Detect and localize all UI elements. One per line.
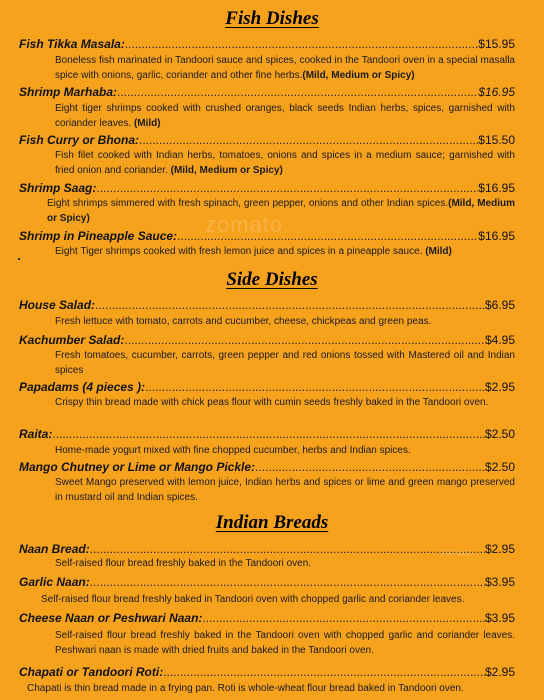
leader-dots	[90, 542, 485, 556]
item-description: Boneless fish marinated in Tandoori sauce and spices, cooked in the Tandoori oven in a special masalla spice with onions, garlic, coriander and other fine herbs.(Mild, Medium or Spicy)	[55, 55, 515, 81]
item-name: Kachumber Salad:	[19, 333, 125, 347]
leader-dots	[163, 665, 485, 679]
leader-dots	[177, 229, 478, 243]
menu-item-mango-chutney	[19, 458, 515, 474]
menu-item-naan-bread	[19, 540, 515, 556]
item-name: House Salad:	[19, 298, 96, 312]
menu-item-papadams	[19, 378, 515, 394]
item-description: Self-raised flour bread freshly baked in the Tandoori oven with chopped garlic and coriander leaves. Peshwari naan is made with dried fruits and baked in the Tandoori oven.	[55, 630, 515, 656]
item-description: Sweet Mango preserved with lemon juice, Indian herbs and spices or lime and green mango preserved in mustard oil and Indian spices.	[55, 477, 515, 503]
item-name: Naan Bread:	[19, 542, 90, 556]
item-name: Fish Curry or Bhona:	[19, 133, 140, 147]
menu-item-shrimp-marhaba	[19, 83, 515, 99]
menu-item-fish-tikka-masala	[19, 35, 515, 51]
leader-dots	[52, 427, 485, 441]
item-description: Self-raised flour bread freshly baked in the Tandoori oven.	[55, 558, 312, 569]
item-name: Cheese Naan or Peshwari Naan:	[19, 611, 203, 625]
item-description: Eight shrimps simmered with fresh spinach, green pepper, onions and other Indian spices.(Mild, Medium or Spicy)	[47, 198, 515, 224]
item-description: Fresh tomatoes, cucumber, carrots, green pepper and red onions tossed with Mastered oil and Indian spices	[55, 350, 515, 376]
item-description: Fish filet cooked with Indian herbs, tomatoes, onions and spices in a medium sauce; garnished with fried onion and coriander. (Mild, Medium or Spicy)	[55, 150, 515, 176]
menu-item-shrimp-in-pineapple-sauce	[19, 227, 515, 243]
item-name: Fish Tikka Masala:	[19, 37, 125, 51]
leader-dots	[124, 333, 485, 347]
menu-item-shrimp-saag	[19, 179, 515, 195]
item-description: Fresh lettuce with tomato, carrots and cucumber, cheese, chickpeas and green peas.	[55, 316, 432, 327]
leader-dots	[125, 37, 478, 51]
item-name: Mango Chutney or Lime or Mango Pickle:	[19, 460, 256, 474]
item-price: $2.95	[484, 380, 515, 394]
item-price: $2.50	[484, 427, 515, 441]
item-name: Papadams (4 pieces ):	[19, 380, 146, 394]
item-name: Chapati or Tandoori Roti:	[19, 665, 164, 679]
item-name: Shrimp in Pineapple Sauce:	[19, 229, 178, 243]
leader-dots	[95, 298, 485, 312]
menu-item-chapati-or-tandoori-roti	[19, 663, 515, 679]
menu-item-garlic-naan	[19, 573, 515, 589]
watermark-small: zomato	[440, 548, 473, 559]
item-name: Shrimp Marhaba:	[19, 85, 118, 99]
leader-dots	[202, 611, 485, 625]
item-price: $15.50	[478, 133, 515, 147]
item-name: Raita:	[19, 427, 53, 441]
item-price: $3.95	[484, 575, 515, 589]
item-price: $3.95	[484, 611, 515, 625]
item-description: Home-made yogurt mixed with fine chopped cucumber, herbs and Indian spices.	[55, 445, 411, 456]
item-price: $4.95	[484, 333, 515, 347]
item-description: Eight Tiger shrimps cooked with fresh lemon juice and spices in a pineapple sauce. (Mild)	[55, 246, 452, 257]
item-price: $2.95	[484, 542, 515, 556]
watermark: zomato	[205, 212, 284, 237]
item-name: Shrimp Saag:	[19, 181, 97, 195]
section-title-fish-dishes: Fish Dishes	[225, 8, 319, 29]
item-price: $2.50	[484, 460, 515, 474]
item-price: $16.95	[478, 181, 515, 195]
section-title-side-dishes: Side Dishes	[226, 269, 318, 290]
leader-dots	[90, 575, 485, 589]
leader-dots	[139, 133, 478, 147]
item-price: $16.95	[478, 85, 515, 99]
item-description: Crispy thin bread made with chick peas flour with cumin seeds freshly baked in the Tandoori oven.	[55, 397, 489, 408]
item-price: $6.95	[484, 298, 515, 312]
item-price: $15.95	[478, 37, 515, 51]
menu-item-raita	[19, 425, 515, 441]
menu-item-cheese-or-peshwari-naan	[19, 609, 515, 625]
leader-dots	[145, 380, 485, 394]
item-price: $16.95	[478, 229, 515, 243]
item-price: $2.95	[484, 665, 515, 679]
leader-dots	[96, 181, 478, 195]
menu-item-fish-curry-or-bhona	[19, 131, 515, 147]
menu-item-kachumber-salad	[19, 331, 515, 347]
item-name: Garlic Naan:	[19, 575, 90, 589]
section-title-indian-breads: Indian Breads	[215, 512, 329, 533]
item-description: Eight tiger shrimps cooked with crushed oranges, black seeds Indian herbs, spices, garnished with coriander leaves. (Mild)	[55, 103, 515, 129]
item-description: Chapati is thin bread made in a frying pan. Roti is whole-wheat flour bread baked in Tandoori oven.	[27, 683, 464, 694]
stray-dot	[18, 258, 20, 260]
item-description: Self-raised flour bread freshly baked in Tandoori oven with chopped garlic and coriander leaves.	[41, 594, 465, 605]
menu-item-house-salad	[19, 296, 515, 312]
leader-dots	[255, 460, 485, 474]
leader-dots	[117, 85, 478, 99]
